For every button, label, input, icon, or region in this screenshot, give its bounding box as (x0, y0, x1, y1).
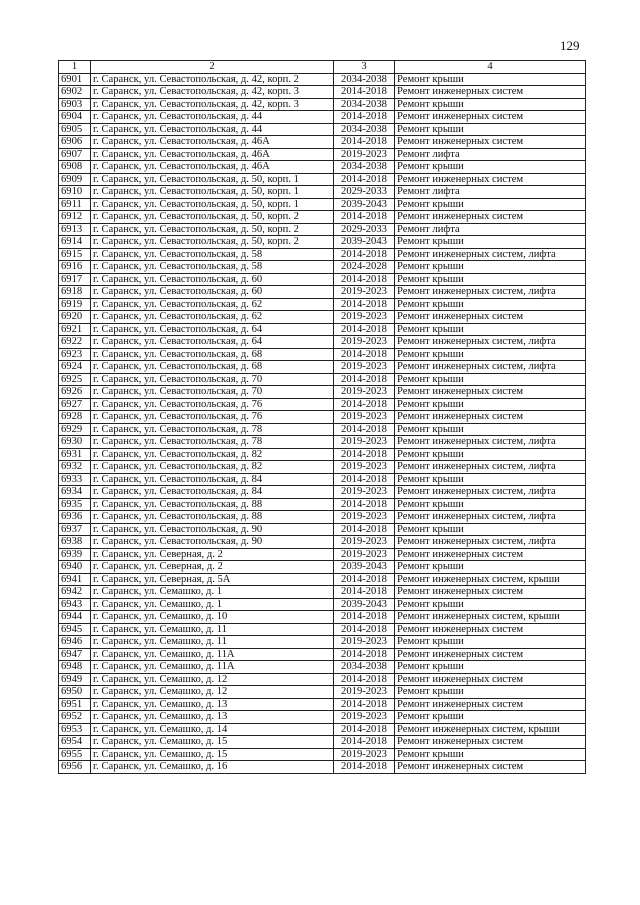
table-row (59, 336, 586, 349)
column-header: 2 (91, 61, 334, 74)
address-cell: г. Саранск, ул. Севастопольская, д. 70 (91, 386, 334, 399)
row-number-cell: 6913 (59, 223, 91, 236)
table-row (59, 748, 586, 761)
work-type-cell: Ремонт инженерных систем (395, 623, 586, 636)
address-cell: г. Саранск, ул. Севастопольская, д. 46А (91, 161, 334, 174)
table-row (59, 536, 586, 549)
period-cell: 2014-2018 (334, 348, 395, 361)
period-cell: 2029-2033 (334, 186, 395, 199)
work-type-cell: Ремонт крыши (395, 73, 586, 86)
table-row (59, 161, 586, 174)
work-type-cell: Ремонт инженерных систем (395, 761, 586, 774)
row-number-cell: 6922 (59, 336, 91, 349)
row-number-cell: 6920 (59, 311, 91, 324)
work-type-cell: Ремонт лифта (395, 223, 586, 236)
address-cell: г. Саранск, ул. Севастопольская, д. 58 (91, 248, 334, 261)
address-cell: г. Саранск, ул. Севастопольская, д. 58 (91, 261, 334, 274)
table-row (59, 523, 586, 536)
row-number-cell: 6926 (59, 386, 91, 399)
table-row (59, 298, 586, 311)
row-number-cell: 6935 (59, 498, 91, 511)
table-row (59, 698, 586, 711)
period-cell: 2034-2038 (334, 161, 395, 174)
period-cell: 2034-2038 (334, 98, 395, 111)
table-row (59, 211, 586, 224)
address-cell: г. Саранск, ул. Севастопольская, д. 44 (91, 111, 334, 124)
period-cell: 2019-2023 (334, 148, 395, 161)
work-type-cell: Ремонт лифта (395, 148, 586, 161)
row-number-cell: 6945 (59, 623, 91, 636)
work-type-cell: Ремонт крыши (395, 636, 586, 649)
address-cell: г. Саранск, ул. Севастопольская, д. 84 (91, 486, 334, 499)
period-cell: 2019-2023 (334, 486, 395, 499)
table-row (59, 723, 586, 736)
table-row (59, 361, 586, 374)
address-cell: г. Саранск, ул. Севастопольская, д. 44 (91, 123, 334, 136)
table-row (59, 198, 586, 211)
table-row (59, 348, 586, 361)
period-cell: 2014-2018 (334, 398, 395, 411)
page-number: 129 (560, 38, 580, 53)
address-cell: г. Саранск, ул. Севастопольская, д. 50, корп. 1 (91, 173, 334, 186)
period-cell: 2019-2023 (334, 336, 395, 349)
row-number-cell: 6904 (59, 111, 91, 124)
work-type-cell: Ремонт инженерных систем (395, 173, 586, 186)
row-number-cell: 6948 (59, 661, 91, 674)
table-row (59, 661, 586, 674)
work-type-cell: Ремонт крыши (395, 473, 586, 486)
period-cell: 2019-2023 (334, 436, 395, 449)
period-cell: 2014-2018 (334, 173, 395, 186)
work-type-cell: Ремонт инженерных систем, лифта (395, 536, 586, 549)
work-type-cell: Ремонт инженерных систем (395, 673, 586, 686)
row-number-cell: 6946 (59, 636, 91, 649)
period-cell: 2014-2018 (334, 248, 395, 261)
period-cell: 2014-2018 (334, 373, 395, 386)
row-number-cell: 6933 (59, 473, 91, 486)
work-type-cell: Ремонт инженерных систем, лифта (395, 361, 586, 374)
address-cell: г. Саранск, ул. Севастопольская, д. 88 (91, 511, 334, 524)
period-cell: 2014-2018 (334, 423, 395, 436)
work-type-cell: Ремонт инженерных систем, лифта (395, 336, 586, 349)
address-cell: г. Саранск, ул. Севастопольская, д. 84 (91, 473, 334, 486)
address-cell: г. Саранск, ул. Севастопольская, д. 68 (91, 348, 334, 361)
work-type-cell: Ремонт инженерных систем (395, 311, 586, 324)
table-row (59, 236, 586, 249)
address-cell: г. Саранск, ул. Севастопольская, д. 42, корп. 2 (91, 73, 334, 86)
table-body (59, 73, 586, 773)
address-cell: г. Саранск, ул. Северная, д. 2 (91, 561, 334, 574)
address-cell: г. Саранск, ул. Севастопольская, д. 50, корп. 2 (91, 236, 334, 249)
address-cell: г. Саранск, ул. Семашко, д. 11 (91, 636, 334, 649)
address-cell: г. Саранск, ул. Севастопольская, д. 76 (91, 411, 334, 424)
table-row (59, 173, 586, 186)
period-cell: 2039-2043 (334, 561, 395, 574)
work-type-cell: Ремонт крыши (395, 748, 586, 761)
address-cell: г. Саранск, ул. Севастопольская, д. 46А (91, 148, 334, 161)
work-type-cell: Ремонт крыши (395, 711, 586, 724)
period-cell: 2014-2018 (334, 698, 395, 711)
address-cell: г. Саранск, ул. Семашко, д. 12 (91, 673, 334, 686)
address-cell: г. Саранск, ул. Севастопольская, д. 42, корп. 3 (91, 98, 334, 111)
row-number-cell: 6901 (59, 73, 91, 86)
table-row (59, 498, 586, 511)
table-row (59, 598, 586, 611)
repair-schedule-table (58, 60, 586, 774)
row-number-cell: 6929 (59, 423, 91, 436)
table-row (59, 448, 586, 461)
column-header: 3 (334, 61, 395, 74)
row-number-cell: 6905 (59, 123, 91, 136)
work-type-cell: Ремонт крыши (395, 661, 586, 674)
period-cell: 2019-2023 (334, 511, 395, 524)
table-row (59, 261, 586, 274)
work-type-cell: Ремонт инженерных систем, лифта (395, 461, 586, 474)
period-cell: 2014-2018 (334, 523, 395, 536)
row-number-cell: 6918 (59, 286, 91, 299)
table-row (59, 636, 586, 649)
row-number-cell: 6914 (59, 236, 91, 249)
work-type-cell: Ремонт инженерных систем (395, 736, 586, 749)
period-cell: 2034-2038 (334, 73, 395, 86)
row-number-cell: 6912 (59, 211, 91, 224)
row-number-cell: 6937 (59, 523, 91, 536)
address-cell: г. Саранск, ул. Семашко, д. 14 (91, 723, 334, 736)
period-cell: 2019-2023 (334, 711, 395, 724)
work-type-cell: Ремонт крыши (395, 298, 586, 311)
period-cell: 2014-2018 (334, 473, 395, 486)
period-cell: 2019-2023 (334, 536, 395, 549)
address-cell: г. Саранск, ул. Севастопольская, д. 50, корп. 2 (91, 223, 334, 236)
period-cell: 2029-2033 (334, 223, 395, 236)
table-row (59, 623, 586, 636)
row-number-cell: 6930 (59, 436, 91, 449)
period-cell: 2014-2018 (334, 586, 395, 599)
period-cell: 2014-2018 (334, 136, 395, 149)
address-cell: г. Саранск, ул. Севастопольская, д. 82 (91, 448, 334, 461)
work-type-cell: Ремонт инженерных систем (395, 136, 586, 149)
period-cell: 2039-2043 (334, 598, 395, 611)
address-cell: г. Саранск, ул. Семашко, д. 11 (91, 623, 334, 636)
work-type-cell: Ремонт инженерных систем, лифта (395, 436, 586, 449)
period-cell: 2014-2018 (334, 573, 395, 586)
address-cell: г. Саранск, ул. Семашко, д. 12 (91, 686, 334, 699)
address-cell: г. Саранск, ул. Семашко, д. 1 (91, 586, 334, 599)
address-cell: г. Саранск, ул. Севастопольская, д. 64 (91, 336, 334, 349)
work-type-cell: Ремонт крыши (395, 423, 586, 436)
period-cell: 2019-2023 (334, 411, 395, 424)
row-number-cell: 6916 (59, 261, 91, 274)
row-number-cell: 6947 (59, 648, 91, 661)
column-header: 1 (59, 61, 91, 74)
table-row (59, 573, 586, 586)
table-header-row (59, 61, 586, 74)
period-cell: 2014-2018 (334, 623, 395, 636)
address-cell: г. Саранск, ул. Семашко, д. 13 (91, 698, 334, 711)
row-number-cell: 6908 (59, 161, 91, 174)
period-cell: 2019-2023 (334, 636, 395, 649)
address-cell: г. Саранск, ул. Севастопольская, д. 64 (91, 323, 334, 336)
work-type-cell: Ремонт крыши (395, 161, 586, 174)
row-number-cell: 6909 (59, 173, 91, 186)
period-cell: 2014-2018 (334, 723, 395, 736)
work-type-cell: Ремонт инженерных систем, лифта (395, 286, 586, 299)
address-cell: г. Саранск, ул. Семашко, д. 11А (91, 661, 334, 674)
address-cell: г. Саранск, ул. Северная, д. 5А (91, 573, 334, 586)
work-type-cell: Ремонт инженерных систем (395, 586, 586, 599)
address-cell: г. Саранск, ул. Севастопольская, д. 70 (91, 373, 334, 386)
table-row (59, 273, 586, 286)
row-number-cell: 6943 (59, 598, 91, 611)
row-number-cell: 6952 (59, 711, 91, 724)
row-number-cell: 6917 (59, 273, 91, 286)
period-cell: 2019-2023 (334, 748, 395, 761)
address-cell: г. Саранск, ул. Севастопольская, д. 50, корп. 1 (91, 198, 334, 211)
address-cell: г. Саранск, ул. Семашко, д. 13 (91, 711, 334, 724)
work-type-cell: Ремонт крыши (395, 273, 586, 286)
row-number-cell: 6924 (59, 361, 91, 374)
row-number-cell: 6950 (59, 686, 91, 699)
address-cell: г. Саранск, ул. Семашко, д. 11А (91, 648, 334, 661)
period-cell: 2014-2018 (334, 761, 395, 774)
address-cell: г. Саранск, ул. Семашко, д. 15 (91, 736, 334, 749)
period-cell: 2014-2018 (334, 498, 395, 511)
row-number-cell: 6903 (59, 98, 91, 111)
table-row (59, 611, 586, 624)
row-number-cell: 6956 (59, 761, 91, 774)
address-cell: г. Саранск, ул. Севастопольская, д. 78 (91, 423, 334, 436)
row-number-cell: 6938 (59, 536, 91, 549)
work-type-cell: Ремонт инженерных систем, крыши (395, 573, 586, 586)
period-cell: 2014-2018 (334, 611, 395, 624)
work-type-cell: Ремонт инженерных систем (395, 86, 586, 99)
work-type-cell: Ремонт крыши (395, 198, 586, 211)
row-number-cell: 6955 (59, 748, 91, 761)
table-row (59, 386, 586, 399)
address-cell: г. Саранск, ул. Севастопольская, д. 82 (91, 461, 334, 474)
table-row (59, 148, 586, 161)
row-number-cell: 6936 (59, 511, 91, 524)
table-row (59, 548, 586, 561)
table-row (59, 436, 586, 449)
work-type-cell: Ремонт крыши (395, 323, 586, 336)
row-number-cell: 6921 (59, 323, 91, 336)
table-row (59, 486, 586, 499)
table-row (59, 311, 586, 324)
work-type-cell: Ремонт крыши (395, 123, 586, 136)
row-number-cell: 6941 (59, 573, 91, 586)
table-row (59, 286, 586, 299)
work-type-cell: Ремонт лифта (395, 186, 586, 199)
table-row (59, 761, 586, 774)
table-row (59, 561, 586, 574)
work-type-cell: Ремонт инженерных систем (395, 386, 586, 399)
period-cell: 2019-2023 (334, 286, 395, 299)
work-type-cell: Ремонт крыши (395, 261, 586, 274)
table-row (59, 586, 586, 599)
period-cell: 2019-2023 (334, 461, 395, 474)
table-row (59, 461, 586, 474)
work-type-cell: Ремонт инженерных систем, крыши (395, 723, 586, 736)
work-type-cell: Ремонт инженерных систем (395, 648, 586, 661)
period-cell: 2014-2018 (334, 648, 395, 661)
work-type-cell: Ремонт инженерных систем (395, 411, 586, 424)
row-number-cell: 6944 (59, 611, 91, 624)
period-cell: 2014-2018 (334, 448, 395, 461)
work-type-cell: Ремонт крыши (395, 598, 586, 611)
period-cell: 2019-2023 (334, 686, 395, 699)
period-cell: 2019-2023 (334, 386, 395, 399)
address-cell: г. Саранск, ул. Севастопольская, д. 90 (91, 536, 334, 549)
row-number-cell: 6911 (59, 198, 91, 211)
row-number-cell: 6954 (59, 736, 91, 749)
work-type-cell: Ремонт инженерных систем (395, 548, 586, 561)
period-cell: 2034-2038 (334, 123, 395, 136)
period-cell: 2019-2023 (334, 361, 395, 374)
row-number-cell: 6953 (59, 723, 91, 736)
row-number-cell: 6923 (59, 348, 91, 361)
address-cell: г. Саранск, ул. Северная, д. 2 (91, 548, 334, 561)
row-number-cell: 6932 (59, 461, 91, 474)
table-row (59, 398, 586, 411)
period-cell: 2019-2023 (334, 548, 395, 561)
row-number-cell: 6940 (59, 561, 91, 574)
row-number-cell: 6915 (59, 248, 91, 261)
work-type-cell: Ремонт инженерных систем, лифта (395, 248, 586, 261)
work-type-cell: Ремонт инженерных систем (395, 111, 586, 124)
row-number-cell: 6931 (59, 448, 91, 461)
work-type-cell: Ремонт крыши (395, 523, 586, 536)
address-cell: г. Саранск, ул. Севастопольская, д. 90 (91, 523, 334, 536)
row-number-cell: 6942 (59, 586, 91, 599)
period-cell: 2014-2018 (334, 86, 395, 99)
address-cell: г. Саранск, ул. Семашко, д. 1 (91, 598, 334, 611)
table-row (59, 736, 586, 749)
period-cell: 2019-2023 (334, 311, 395, 324)
table-row (59, 323, 586, 336)
period-cell: 2014-2018 (334, 323, 395, 336)
address-cell: г. Саранск, ул. Севастопольская, д. 62 (91, 311, 334, 324)
work-type-cell: Ремонт крыши (395, 686, 586, 699)
row-number-cell: 6951 (59, 698, 91, 711)
table-row (59, 98, 586, 111)
table-row (59, 423, 586, 436)
work-type-cell: Ремонт крыши (395, 498, 586, 511)
row-number-cell: 6910 (59, 186, 91, 199)
work-type-cell: Ремонт крыши (395, 348, 586, 361)
row-number-cell: 6907 (59, 148, 91, 161)
table-row (59, 648, 586, 661)
work-type-cell: Ремонт инженерных систем (395, 698, 586, 711)
table-row (59, 373, 586, 386)
table-row (59, 86, 586, 99)
period-cell: 2034-2038 (334, 661, 395, 674)
row-number-cell: 6906 (59, 136, 91, 149)
address-cell: г. Саранск, ул. Севастопольская, д. 42, корп. 3 (91, 86, 334, 99)
period-cell: 2014-2018 (334, 111, 395, 124)
address-cell: г. Саранск, ул. Севастопольская, д. 68 (91, 361, 334, 374)
table-row (59, 136, 586, 149)
table-row (59, 223, 586, 236)
work-type-cell: Ремонт инженерных систем (395, 211, 586, 224)
table-row (59, 186, 586, 199)
period-cell: 2039-2043 (334, 236, 395, 249)
row-number-cell: 6939 (59, 548, 91, 561)
table-row (59, 673, 586, 686)
address-cell: г. Саранск, ул. Севастопольская, д. 62 (91, 298, 334, 311)
period-cell: 2014-2018 (334, 211, 395, 224)
address-cell: г. Саранск, ул. Севастопольская, д. 50, корп. 2 (91, 211, 334, 224)
work-type-cell: Ремонт крыши (395, 373, 586, 386)
row-number-cell: 6928 (59, 411, 91, 424)
period-cell: 2014-2018 (334, 273, 395, 286)
work-type-cell: Ремонт инженерных систем, лифта (395, 486, 586, 499)
column-header: 4 (395, 61, 586, 74)
row-number-cell: 6949 (59, 673, 91, 686)
period-cell: 2014-2018 (334, 298, 395, 311)
address-cell: г. Саранск, ул. Севастопольская, д. 60 (91, 286, 334, 299)
table-row (59, 411, 586, 424)
row-number-cell: 6927 (59, 398, 91, 411)
row-number-cell: 6925 (59, 373, 91, 386)
address-cell: г. Саранск, ул. Семашко, д. 16 (91, 761, 334, 774)
address-cell: г. Саранск, ул. Севастопольская, д. 78 (91, 436, 334, 449)
address-cell: г. Саранск, ул. Семашко, д. 15 (91, 748, 334, 761)
address-cell: г. Саранск, ул. Севастопольская, д. 88 (91, 498, 334, 511)
table-row (59, 473, 586, 486)
table-row (59, 123, 586, 136)
table-row (59, 73, 586, 86)
row-number-cell: 6919 (59, 298, 91, 311)
period-cell: 2024-2028 (334, 261, 395, 274)
table-row (59, 248, 586, 261)
work-type-cell: Ремонт крыши (395, 98, 586, 111)
table-row (59, 686, 586, 699)
work-type-cell: Ремонт крыши (395, 448, 586, 461)
address-cell: г. Саранск, ул. Севастопольская, д. 46А (91, 136, 334, 149)
address-cell: г. Саранск, ул. Севастопольская, д. 50, корп. 1 (91, 186, 334, 199)
period-cell: 2014-2018 (334, 673, 395, 686)
table-row (59, 111, 586, 124)
period-cell: 2039-2043 (334, 198, 395, 211)
address-cell: г. Саранск, ул. Севастопольская, д. 76 (91, 398, 334, 411)
address-cell: г. Саранск, ул. Семашко, д. 10 (91, 611, 334, 624)
table-row (59, 711, 586, 724)
period-cell: 2014-2018 (334, 736, 395, 749)
work-type-cell: Ремонт инженерных систем, крыши (395, 611, 586, 624)
work-type-cell: Ремонт крыши (395, 398, 586, 411)
address-cell: г. Саранск, ул. Севастопольская, д. 60 (91, 273, 334, 286)
work-type-cell: Ремонт крыши (395, 561, 586, 574)
work-type-cell: Ремонт инженерных систем, лифта (395, 511, 586, 524)
row-number-cell: 6902 (59, 86, 91, 99)
row-number-cell: 6934 (59, 486, 91, 499)
work-type-cell: Ремонт крыши (395, 236, 586, 249)
table-row (59, 511, 586, 524)
